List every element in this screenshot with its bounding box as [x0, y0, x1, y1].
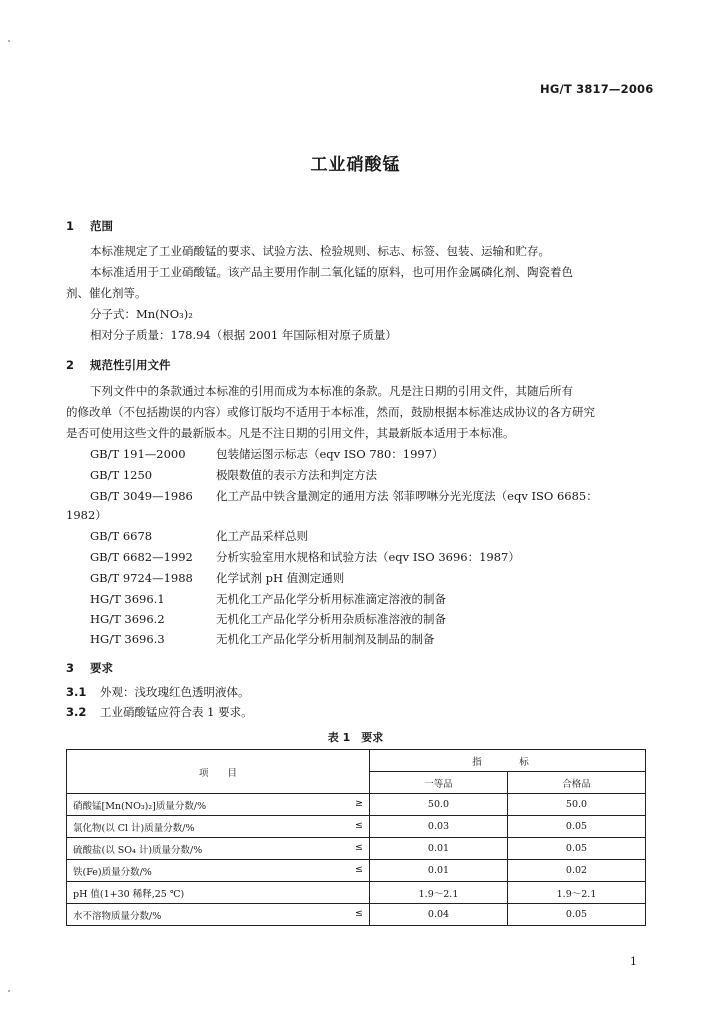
reference-item [90, 570, 344, 587]
item-cell [67, 794, 370, 816]
requirement-item [66, 704, 253, 721]
reference-title: 分析实验室用水规格和试验方法（eqv ISO 3696：1987） [216, 550, 520, 564]
section-3-heading [66, 660, 113, 676]
section-number: 2 [66, 358, 75, 372]
header-grade-qualified: 合格品 [508, 772, 646, 794]
section-title: 要求 [90, 661, 113, 675]
reference-item [90, 611, 446, 628]
scope-paragraph: 剂、催化剂等。 [66, 286, 147, 300]
header-item: 项 目 [67, 750, 370, 794]
header-index: 指 标 [370, 750, 646, 772]
reference-item [90, 591, 446, 608]
comparison-symbol: ≤ [355, 907, 363, 919]
item-cell [67, 882, 370, 904]
table-row [67, 838, 646, 860]
section-number: 3 [66, 661, 75, 675]
molecular-formula: 分子式：Mn(NO₃)₂ [90, 307, 193, 321]
value-first-grade: 1.9～2.1 [370, 882, 508, 904]
reference-title: 无机化工产品化学分析用标准滴定溶液的制备 [216, 592, 446, 606]
reference-code: GB/T 6678 [90, 529, 153, 543]
table-row [67, 904, 646, 926]
value-first-grade: 50.0 [370, 794, 508, 816]
references-intro: 是否可使用这些文件的最新版本。凡是不注日期的引用文件，其最新版本适用于本标准。 [66, 426, 515, 440]
item-cell [67, 838, 370, 860]
reference-title: 极限数值的表示方法和判定方法 [216, 468, 377, 482]
reference-item [90, 528, 308, 545]
reference-code: GB/T 9724—1988 [90, 571, 193, 585]
item-cell [67, 860, 370, 882]
item-cell [67, 904, 370, 926]
item-label: 氯化物(以 Cl 计)质量分数/% [73, 822, 195, 834]
reference-item [90, 467, 377, 484]
reference-title: 化学试剂 pH 值测定通则 [216, 571, 345, 585]
table-caption: 表 1 要求 [327, 731, 384, 744]
item-label: 铁(Fe)质量分数/% [73, 866, 152, 878]
molar-mass: 相对分子质量：178.94（根据 2001 年国际相对原子质量） [90, 328, 397, 342]
table-row [67, 860, 646, 882]
table-row [67, 794, 646, 816]
scan-speck [8, 40, 10, 42]
comparison-symbol: ≤ [355, 819, 363, 831]
requirement-text: 工业硝酸锰应符合表 1 要求。 [100, 705, 253, 719]
requirement-item [66, 684, 250, 701]
value-qualified-grade: 0.05 [508, 838, 646, 860]
reference-item [90, 631, 435, 648]
item-label: 硫酸盐(以 SO₄ 计)质量分数/% [73, 844, 203, 856]
comparison-symbol: ≤ [355, 841, 363, 853]
item-label: 硝酸锰[Mn(NO₃)₂]质量分数/% [73, 800, 207, 812]
value-first-grade: 0.01 [370, 838, 508, 860]
references-intro: 下列文件中的条款通过本标准的引用而成为本标准的条款。凡是注日期的引用文件，其随后所有 [90, 384, 573, 398]
reference-code: GB/T 6682—1992 [90, 550, 193, 564]
section-title: 范围 [90, 219, 113, 233]
requirements-table [66, 749, 646, 926]
reference-item [90, 488, 598, 505]
value-first-grade: 0.03 [370, 816, 508, 838]
reference-title: 化工产品采样总则 [216, 529, 308, 543]
reference-code: HG/T 3696.2 [90, 612, 165, 626]
table-header-row [67, 750, 646, 772]
reference-code: HG/T 3696.3 [90, 632, 165, 646]
reference-title: 化工产品中铁含量测定的通用方法 邻菲啰啉分光光度法（eqv ISO 6685： [216, 489, 598, 503]
section-title: 规范性引用文件 [90, 358, 171, 372]
item-label: pH 值(1+30 稀释,25 ℃) [73, 888, 185, 900]
table-row [67, 882, 646, 904]
value-qualified-grade: 0.05 [508, 904, 646, 926]
scope-paragraph: 本标准规定了工业硝酸锰的要求、试验方法、检验规则、标志、标签、包装、运输和贮存。 [90, 244, 550, 258]
value-qualified-grade: 0.05 [508, 816, 646, 838]
requirement-number: 3.2 [66, 705, 87, 719]
requirement-number: 3.1 [66, 685, 87, 699]
item-cell [67, 816, 370, 838]
reference-code: GB/T 191—2000 [90, 447, 186, 461]
value-qualified-grade: 50.0 [508, 794, 646, 816]
requirement-text: 外观：浅玫瑰红色透明液体。 [100, 685, 250, 699]
reference-item [90, 549, 520, 566]
table-row [67, 816, 646, 838]
section-1-heading [66, 218, 113, 234]
comparison-symbol: ≥ [355, 797, 363, 809]
value-qualified-grade: 0.02 [508, 860, 646, 882]
page-number: 1 [630, 955, 637, 968]
comparison-symbol: ≤ [355, 863, 363, 875]
section-number: 1 [66, 219, 75, 233]
header-grade-first: 一等品 [370, 772, 508, 794]
document-title: 工业硝酸锰 [310, 155, 401, 175]
reference-title: 包装储运图示标志（eqv ISO 780：1997） [216, 447, 444, 461]
reference-code: HG/T 3696.1 [90, 592, 165, 606]
value-qualified-grade: 1.9～2.1 [508, 882, 646, 904]
reference-item [90, 446, 444, 463]
reference-title: 无机化工产品化学分析用制剂及制品的制备 [216, 632, 435, 646]
value-first-grade: 0.04 [370, 904, 508, 926]
standard-code: HG/T 3817—2006 [540, 82, 654, 96]
value-first-grade: 0.01 [370, 860, 508, 882]
section-2-heading [66, 357, 171, 373]
scan-speck [8, 990, 10, 992]
reference-code: GB/T 3049—1986 [90, 489, 193, 503]
scope-paragraph: 本标准适用于工业硝酸锰。该产品主要用作制二氧化锰的原料，也可用作金属磷化剂、陶瓷着色 [90, 265, 573, 279]
reference-title: 无机化工产品化学分析用杂质标准溶液的制备 [216, 612, 446, 626]
item-label: 水不溶物质量分数/% [73, 910, 162, 922]
references-intro: 的修改单（不包括勘误的内容）或修订版均不适用于本标准，然而，鼓励根据本标准达成协议的各方研究 [66, 405, 595, 419]
reference-code: GB/T 1250 [90, 468, 153, 482]
reference-continuation: 1982） [66, 508, 107, 522]
